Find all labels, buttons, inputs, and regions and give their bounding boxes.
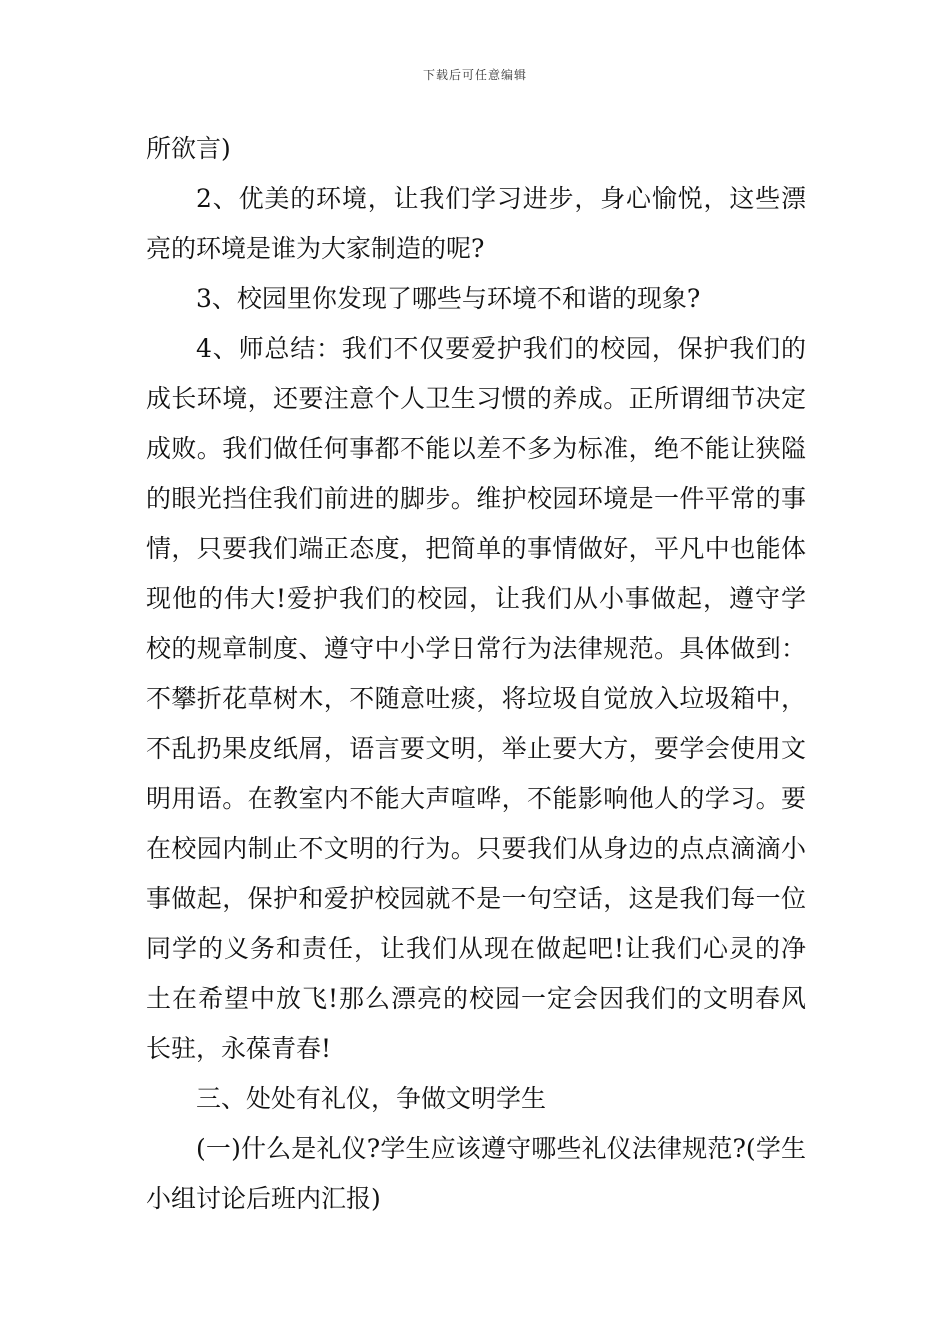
paragraph-5: (一)什么是礼仪?学生应该遵守哪些礼仪法律规范?(学生小组讨论后班内汇报) — [146, 1134, 806, 1213]
page-header: 下载后可任意编辑 — [422, 68, 527, 82]
section-heading: 三、处处有礼仪，争做文明学生 — [196, 1084, 547, 1113]
paragraph-1: 所欲言) — [146, 134, 231, 163]
paragraph-3: 3、校园里你发现了哪些与环境不和谐的现象? — [196, 284, 701, 313]
paragraph-2: 2、优美的环境，让我们学习进步，身心愉悦，这些漂亮的环境是谁为大家制造的呢? — [146, 184, 806, 263]
paragraph-4: 4、师总结：我们不仅要爱护我们的校园，保护我们的成长环境，还要注意个人卫生习惯的养成。正所谓细节决定成败。我们做任何事都不能以差不多为标准，绝不能让狭隘的眼光挡住我们前进的脚步。维护校园环境是一件平常的事情，只要我们端正态度，把简单的事情做好，平凡中也能体现他的伟大!爱护我们的校园，让我们从小事做起，遵守学校的规章制度、遵守中小学日常行为法律规范。具体做到：不攀折花草树木，不随意吐痰，将垃圾自觉放入垃圾箱中，不乱扔果皮纸屑，语言要文明，举止要大方，要学会使用文明用语。在教室内不能大声喧哗，不能影响他人的学习。要在校园内制止不文明的行为。只要我们从身边的点点滴滴小事做起，保护和爱护校园就不是一句空话，这是我们每一位同学的义务和责任，让我们从现在做起吧!让我们心灵的净土在希望中放飞!那么漂亮的校园一定会因我们的文明春风长驻，永葆青春! — [146, 334, 806, 1063]
document-body — [146, 124, 806, 1224]
